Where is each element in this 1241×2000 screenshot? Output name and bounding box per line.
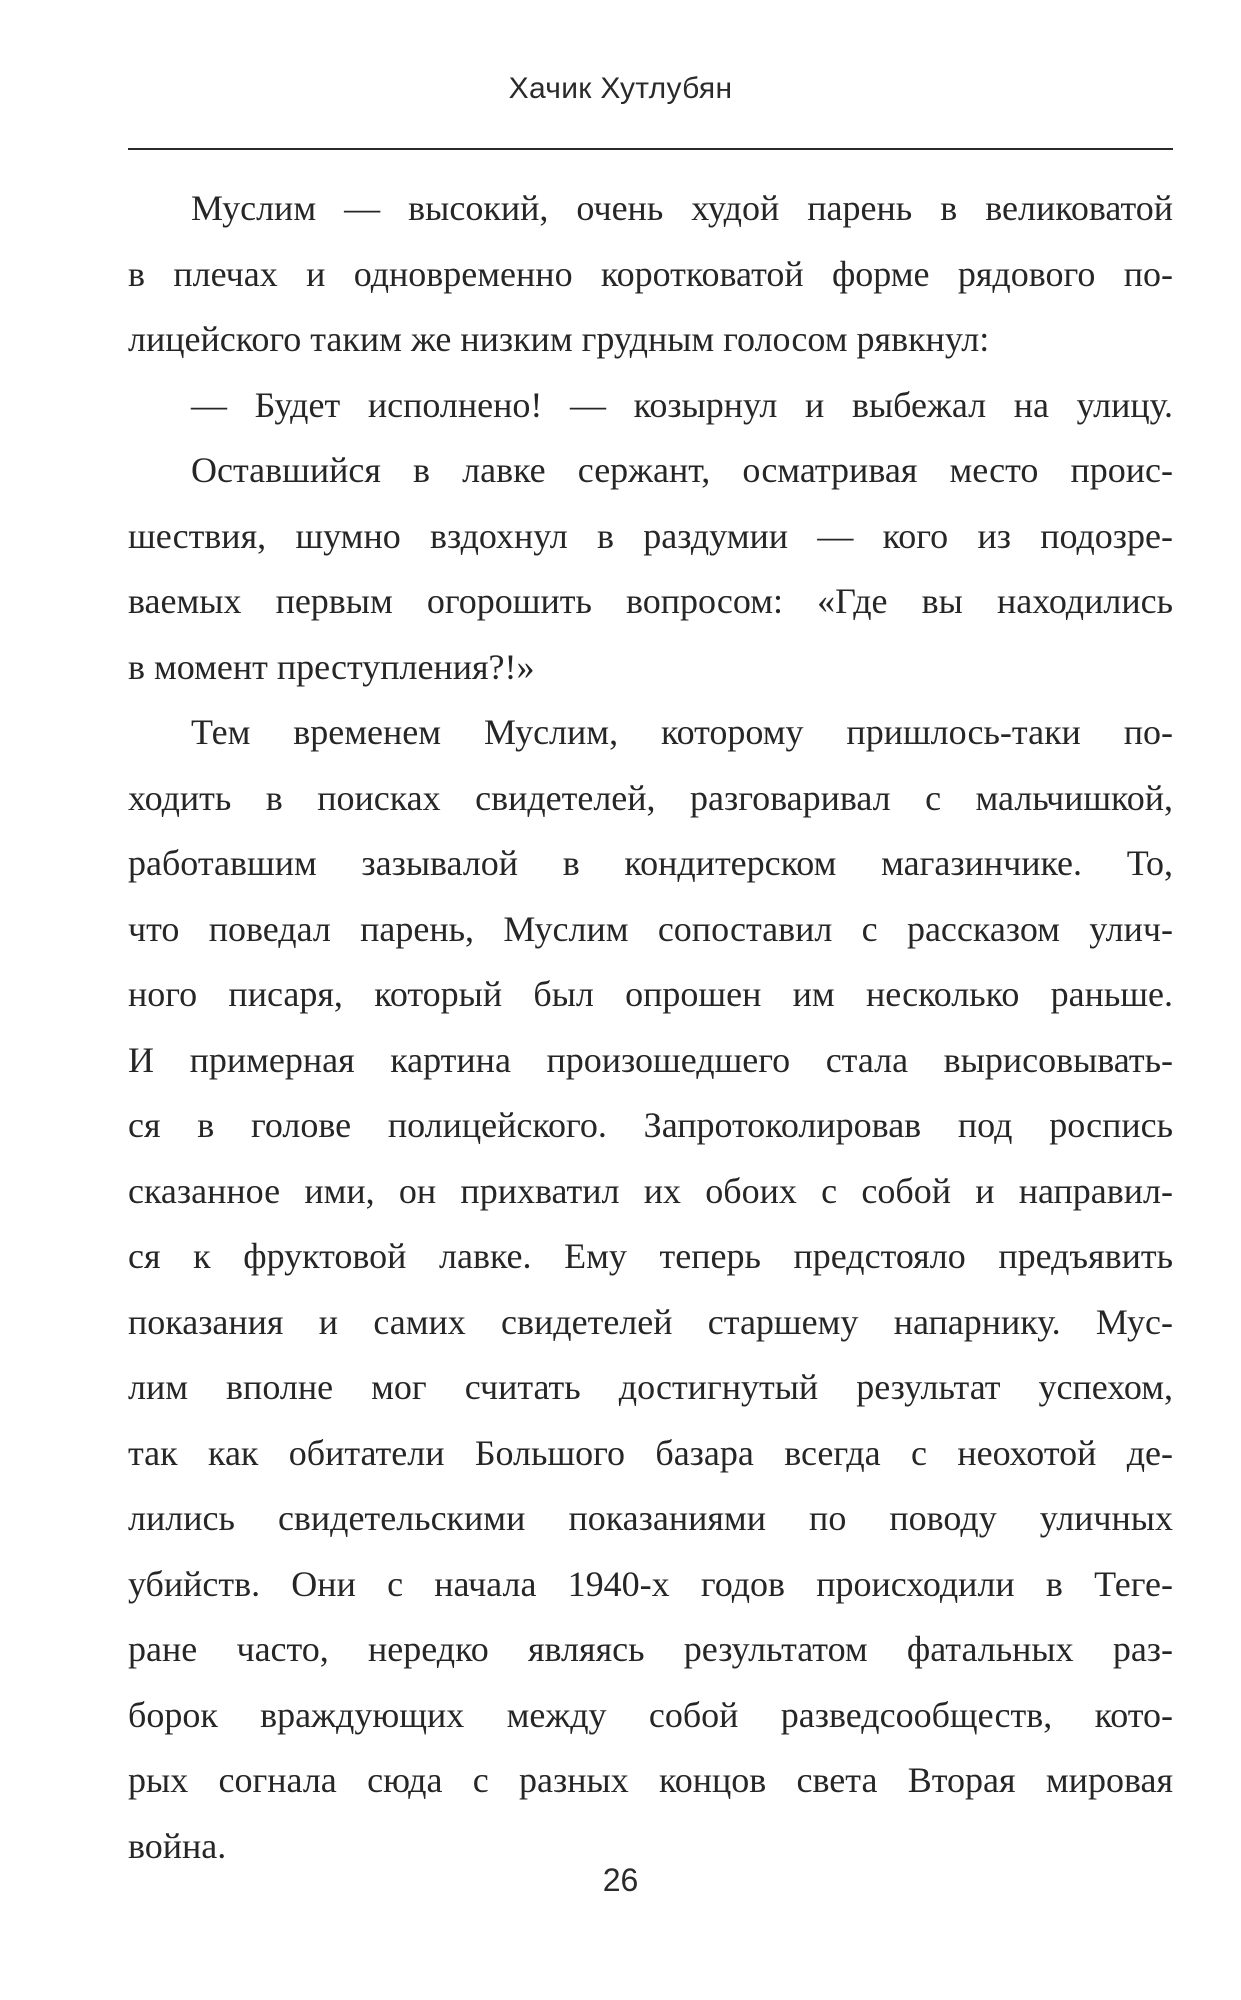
text-line: показания и самих свидетелей старшему напарнику. Мус- [128,1301,1173,1342]
text-line: ного писаря, который был опрошен им несколько раньше. [128,974,1173,1014]
text-line: в плечах и одновременно коротковатой форме рядового по- [128,253,1173,294]
text-line: ся в голове полицейского. Запротоколировав под роспись [128,1105,1173,1145]
text-line: Муслим — высокий, очень худой парень в великоватой [191,188,1173,228]
text-line: ваемых первым огорошить вопросом: «Где вы находились [128,581,1173,621]
text-line: шествия, шумно вздохнул в раздумии — кого из подозре- [128,515,1173,556]
text-line: сказанное ими, он прихватил их обоих с собой и направил- [128,1170,1173,1211]
text-line: убийств. Они с начала 1940-х годов происходили в Теге- [128,1563,1173,1604]
text-line: война. [128,1825,227,1866]
text-line: ходить в поисках свидетелей, разговаривал с мальчишкой, [128,777,1173,818]
text-line: в момент преступления?!» [128,646,535,687]
text-line: так как обитатели Большого базара всегда с неохотой де- [128,1432,1173,1473]
text-line: рых согнала сюда с разных концов света Вторая мировая [128,1760,1173,1800]
text-line: лицейского таким же низким грудным голосом рявкнул: [128,319,990,359]
text-line: Тем временем Муслим, которому пришлось-таки по- [191,712,1173,752]
text-line: борок враждующих между собой разведсообществ, кото- [128,1694,1173,1735]
text-line: ся к фруктовой лавке. Ему теперь предстояло предъявить [128,1236,1173,1276]
text-line: лились свидетельскими показаниями по поводу уличных [128,1498,1173,1538]
text-line: Оставшийся в лавке сержант, осматривая место проис- [191,450,1173,490]
running-header-author: Хачик Хутлубян [508,72,733,105]
body-text [128,176,1173,1879]
text-line: ране часто, нередко являясь результатом фатальных раз- [128,1629,1173,1669]
text-line: — Будет исполнено! — козырнул и выбежал на улицу. [191,384,1173,425]
header-divider [128,148,1173,150]
text-line: работавшим зазывалой в кондитерском магазинчике. То, [128,843,1173,883]
text-line: что поведал парень, Муслим сопоставил с рассказом улич- [128,908,1173,949]
text-line: И примерная картина произошедшего стала вырисовывать- [128,1039,1173,1080]
page-number: 26 [602,1862,639,1898]
text-line: лим вполне мог считать достигнутый результат успехом, [128,1367,1173,1407]
